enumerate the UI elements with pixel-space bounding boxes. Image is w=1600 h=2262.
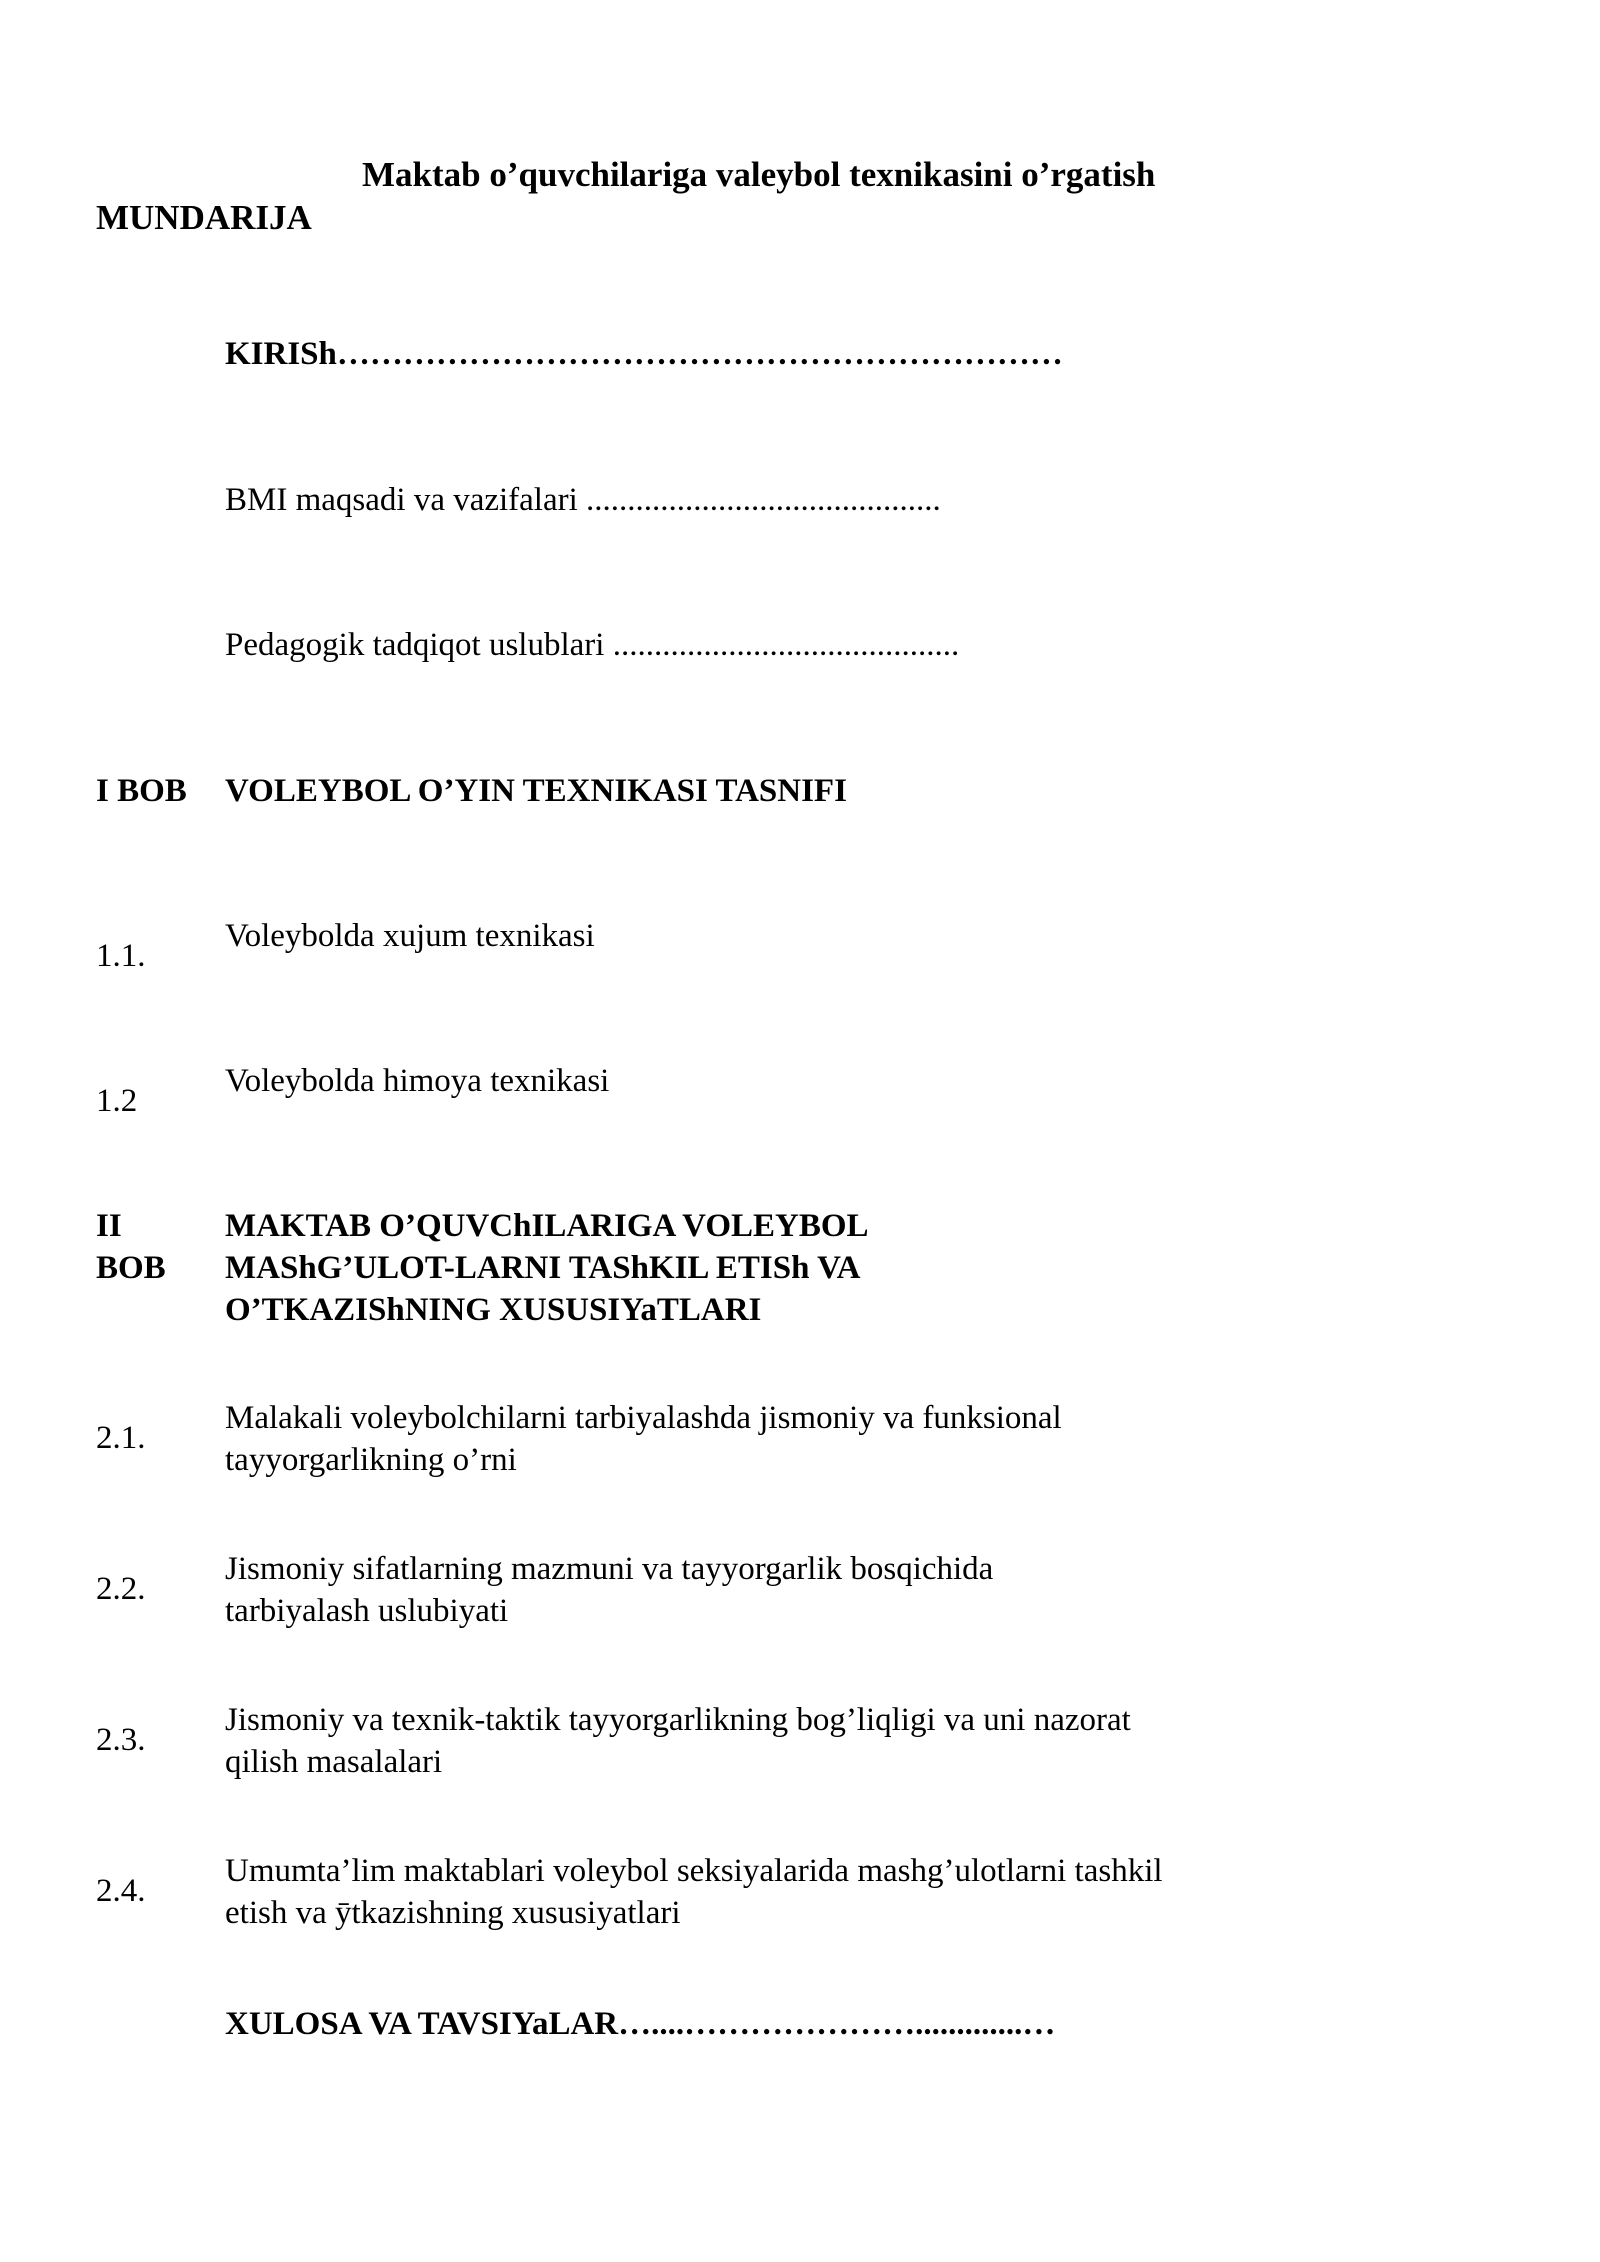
toc-entry-text: Malakali voleybolchilarni tarbiyalashda jismoniy va funksional tayyorgarlikning o’rni: [225, 1400, 1062, 1478]
toc-entry-number: 1.2: [96, 1083, 138, 1119]
chapter-2-label: [96, 1205, 206, 1289]
toc-entry-number: 2.4.: [96, 1873, 146, 1909]
toc-entry-text: Voleybolda xujum texnikasi: [225, 918, 595, 954]
toc-entry-number: 1.1.: [96, 938, 146, 974]
toc-entry-text: Jismoniy sifatlarning mazmuni va tayyorgarlik bosqichida tarbiyalash uslubiyati: [225, 1551, 994, 1629]
toc-entry-text: Voleybolda himoya texnikasi: [225, 1063, 610, 1099]
toc-entry-methods-text: Pedagogik tadqiqot uslublari ..........................................: [225, 627, 960, 663]
chapter-2-label-line2: BOB: [96, 1250, 166, 1286]
chapter-1-label: I BOB: [96, 773, 187, 809]
chapter-1-title: VOLEYBOL O’YIN TEXNIKASI TASNIFI: [225, 773, 847, 809]
toc-entry-number: 2.3.: [96, 1722, 146, 1758]
document-title: Maktab o’quvchilariga valeybol texnikasini o’rgatish: [362, 155, 1156, 194]
chapter-2-title: MAKTAB O’QUVChILARIGA VOLEYBOL MAShG’ULOT-LARNI TAShKIL ETISh VA O’TKAZIShNING XUSUSIYaTLARI: [225, 1208, 867, 1328]
toc-entry-text: Umumta’lim maktablari voleybol seksiyalarida mashg’ulotlarni tashkil etish va ȳtkazishning xususiyatlari: [225, 1853, 1163, 1931]
toc-entry-number: 2.2.: [96, 1571, 146, 1607]
toc-entry-goal-text: BMI maqsadi va vazifalari ...........................................: [225, 482, 941, 518]
toc-entry-text: Jismoniy va texnik-taktik tayyorgarlikning bog’liqligi va uni nazorat qilish masalalari: [225, 1702, 1131, 1780]
toc-entry-conclusion-text: XULOSA VA TAVSIYaLAR…....………………….............…: [225, 2006, 1056, 2042]
chapter-2-label-line1: II: [96, 1208, 122, 1244]
toc-entry-intro-text: KIRISh…………………………………………………………: [225, 336, 1063, 372]
toc-entry-number: 2.1.: [96, 1420, 146, 1456]
toc-heading: MUNDARIJA: [96, 198, 312, 237]
